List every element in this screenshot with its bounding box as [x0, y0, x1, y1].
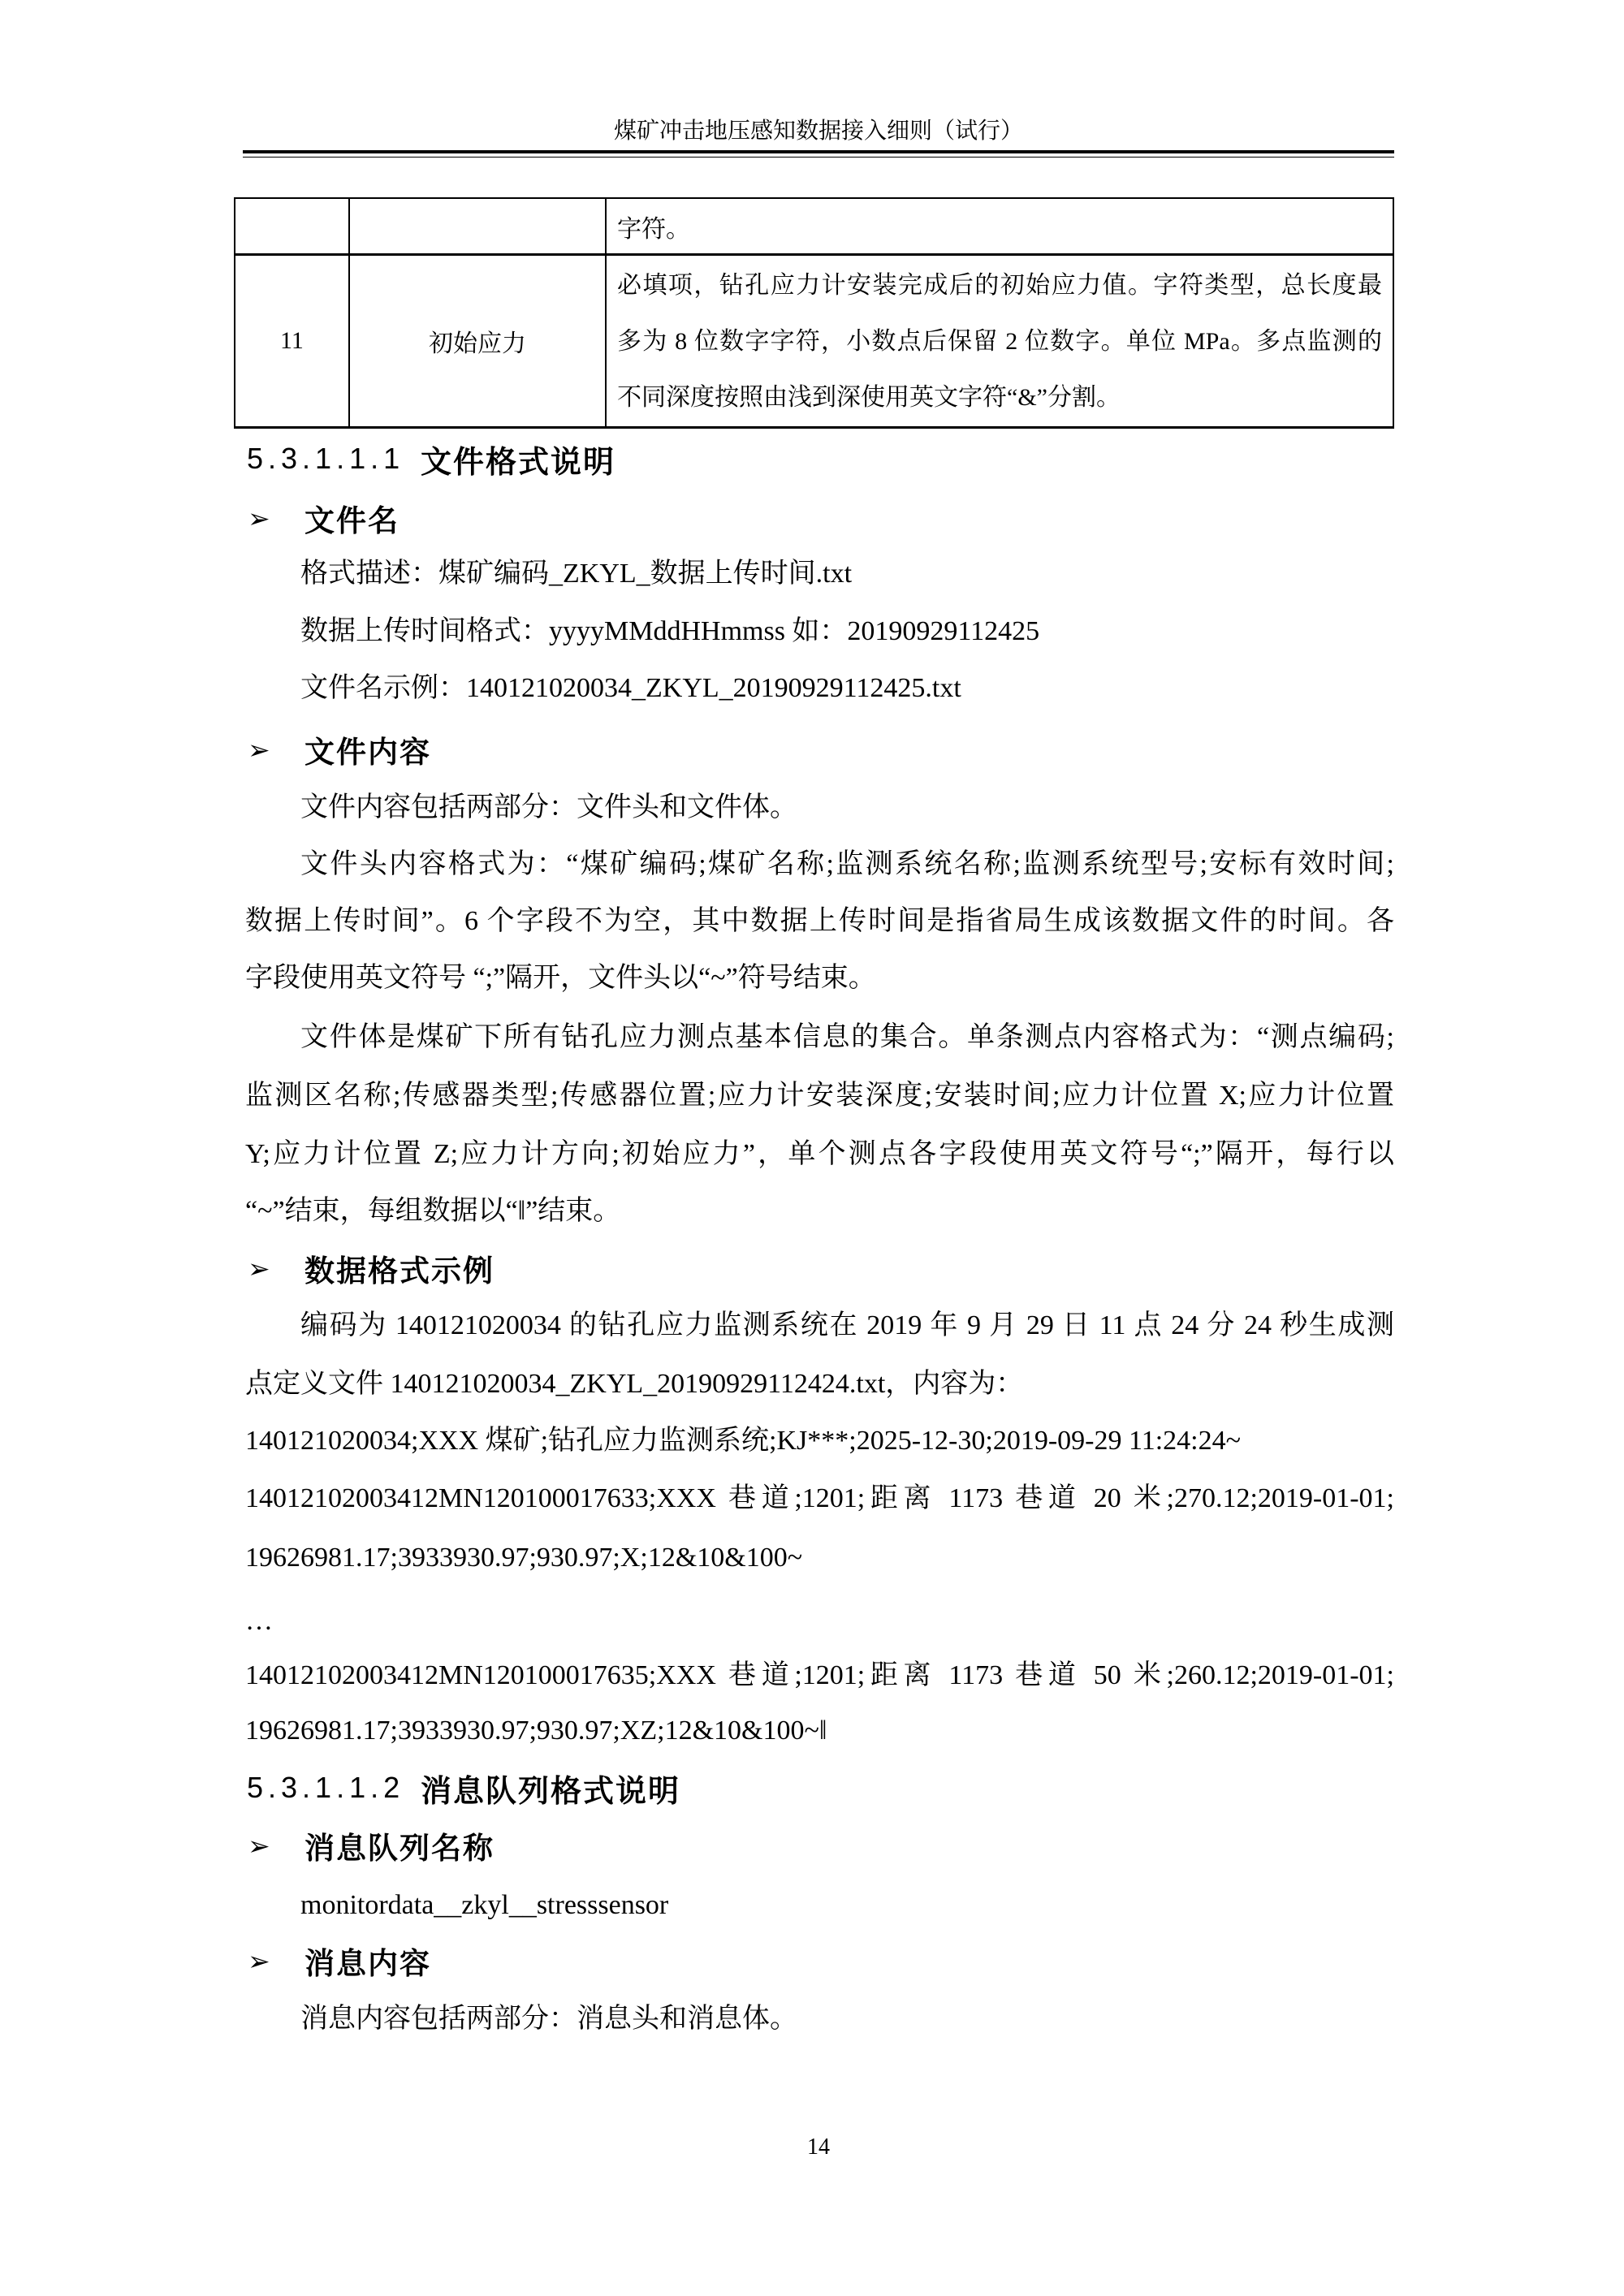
bullet-label: 数据格式示例: [304, 1254, 495, 1288]
table-desc-line: 多为 8 位数字字符，小数点后保留 2 位数字。单位 MPa。多点监测的: [617, 327, 1382, 355]
heading-title: 消息队列格式说明: [421, 1774, 681, 1809]
body-line: monitordata__zkyl__stresssensor: [300, 1890, 669, 1920]
arrowhead-bullet-icon: ➢: [248, 1829, 270, 1862]
table-cell-desc: [607, 256, 1393, 426]
arrowhead-bullet-icon: ➢: [248, 502, 270, 534]
table-cell-num-empty: [235, 199, 350, 256]
body-line: 数据上传时间格式：yyyyMMddHHmmss 如：20190929112425: [300, 616, 1040, 646]
header-rule-thin: [243, 157, 1394, 158]
bullet-item-file-name: [245, 490, 400, 546]
bullet-label: 消息内容: [304, 1947, 431, 1980]
body-line: 文件内容包括两部分：文件头和文件体。: [300, 792, 797, 822]
bullet-label: 文件名: [304, 504, 400, 537]
arrowhead-bullet-icon: ➢: [248, 1252, 270, 1284]
body-line: 格式描述：煤矿编码_ZKYL_数据上传时间.txt: [300, 559, 853, 589]
body-line: 消息内容包括两部分：消息头和消息体。: [300, 2004, 797, 2034]
table-cell-num: 11: [235, 256, 350, 426]
body-line: Y;应力计位置 Z;应力计方向;初始应力”，单个测点各字段使用英文符号“;”隔开，每行以: [245, 1139, 1394, 1169]
heading-number: 5.3.1.1.2: [247, 1771, 405, 1804]
page-header-title: 煤矿冲击地压感知数据接入细则（试行）: [613, 119, 1023, 144]
body-line: 140121020034;XXX 煤矿;钻孔应力监测系统;KJ***;2025-12-30;2019-09-29 11:24:24~: [245, 1426, 1241, 1456]
spec-table: [234, 197, 1394, 429]
bullet-item-queue-name: [245, 1817, 495, 1874]
body-line: “~”结束，每组数据以“‖”结束。: [245, 1196, 621, 1226]
heading-title: 文件格式说明: [421, 445, 616, 480]
header-rule-thick: [243, 150, 1394, 153]
body-line: 19626981.17;3933930.97;930.97;XZ;12&10&100~‖: [245, 1716, 827, 1746]
section-heading-message-queue: [247, 1759, 680, 1816]
table-cell-name: 初始应力: [350, 256, 607, 426]
table-cell-name-empty: [350, 199, 607, 256]
table-desc-partial-text: 字符。: [617, 215, 690, 243]
footer-page-number: 14: [807, 2134, 830, 2160]
section-heading-file-format: [247, 430, 615, 487]
arrowhead-bullet-icon: ➢: [248, 1944, 270, 1977]
body-line: 文件头内容格式为：“煤矿编码;煤矿名称;监测系统名称;监测系统型号;安标有效时间;: [300, 849, 1394, 879]
heading-number: 5.3.1.1.1: [247, 442, 405, 475]
body-line: 文件名示例：140121020034_ZKYL_20190929112425.txt: [300, 673, 961, 703]
bullet-label: 消息队列名称: [304, 1832, 495, 1865]
body-line: …: [245, 1606, 273, 1636]
body-line: 监测区名称;传感器类型;传感器位置;应力计安装深度;安装时间;应力计位置 X;应力计位置: [245, 1081, 1394, 1111]
body-line: 编码为 140121020034 的钻孔应力监测系统在 2019 年 9 月 29 日 11 点 24 分 24 秒生成测: [300, 1310, 1394, 1340]
body-line: 字段使用英文符号 “;”隔开，文件头以“~”符号结束。: [245, 963, 876, 993]
body-line: 数据上传时间”。6 个字段不为空，其中数据上传时间是指省局生成该数据文件的时间。各: [245, 906, 1394, 936]
body-line: 点定义文件 140121020034_ZKYL_20190929112424.txt，内容为：: [245, 1369, 1024, 1399]
table-desc-line: 必填项，钻孔应力计安装完成后的初始应力值。字符类型，总长度最: [617, 271, 1382, 299]
body-line: 14012102003412MN120100017633;XXX 巷道;1201;距离 1173 巷道 20 米;270.12;2019-01-01;: [245, 1483, 1394, 1513]
arrowhead-bullet-icon: ➢: [248, 733, 270, 766]
bullet-item-message-content: [245, 1932, 431, 1989]
bullet-item-data-example: [245, 1240, 495, 1297]
bullet-label: 文件内容: [304, 736, 431, 769]
bullet-item-file-content: [245, 721, 431, 778]
body-line: 文件体是煤矿下所有钻孔应力测点基本信息的集合。单条测点内容格式为：“测点编码;: [300, 1022, 1394, 1052]
body-line: 19626981.17;3933930.97;930.97;X;12&10&100~: [245, 1543, 803, 1573]
table-desc-line: 不同深度按照由浅到深使用英文字符“&”分割。: [617, 383, 1121, 411]
table-cell-desc-partial: [607, 199, 1393, 256]
body-line: 14012102003412MN120100017635;XXX 巷道;1201;距离 1173 巷道 50 米;260.12;2019-01-01;: [245, 1660, 1394, 1690]
